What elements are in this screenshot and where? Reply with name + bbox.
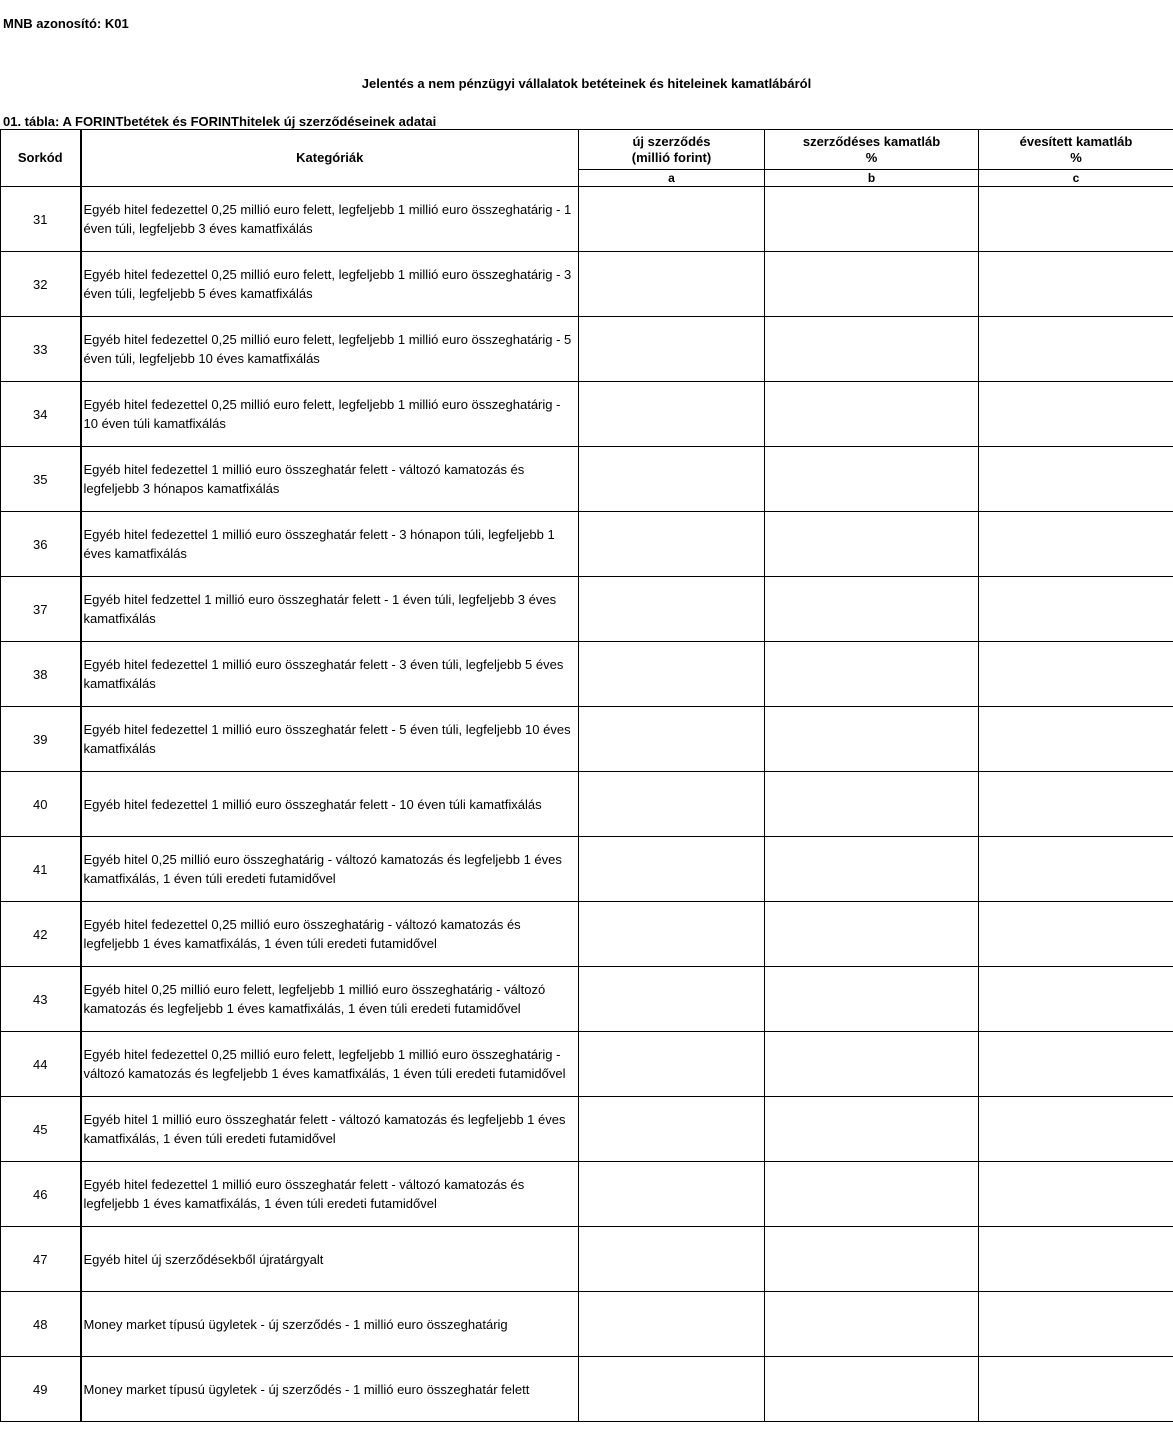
row-code: 36 bbox=[1, 512, 81, 577]
table-row bbox=[1, 1097, 1173, 1162]
column-header-contract-rate bbox=[765, 130, 979, 170]
column-header-annual-rate bbox=[979, 130, 1173, 170]
table-row bbox=[1, 837, 1173, 902]
cell-contract-rate[interactable] bbox=[765, 252, 979, 317]
row-code: 33 bbox=[1, 317, 81, 382]
cell-annual-rate[interactable] bbox=[979, 512, 1173, 577]
cell-contract-rate[interactable] bbox=[765, 577, 979, 642]
column-header-new-contract-line1: új szerződés bbox=[632, 133, 711, 149]
row-code: 40 bbox=[1, 772, 81, 837]
cell-new-contract[interactable] bbox=[579, 902, 765, 967]
cell-annual-rate[interactable] bbox=[979, 967, 1173, 1032]
cell-new-contract[interactable] bbox=[579, 317, 765, 382]
cell-contract-rate[interactable] bbox=[765, 967, 979, 1032]
cell-new-contract[interactable] bbox=[579, 1097, 765, 1162]
table-row bbox=[1, 967, 1173, 1032]
row-category: Egyéb hitel fedezettel 0,25 millió euro felett, legfeljebb 1 millió euro összeghatárig - 10 éven túli kamatfixálás bbox=[81, 382, 579, 447]
table-row bbox=[1, 1162, 1173, 1227]
row-code: 35 bbox=[1, 447, 81, 512]
row-category: Money market típusú ügyletek - új szerződés - 1 millió euro összeghatár felett bbox=[81, 1357, 579, 1422]
row-code: 37 bbox=[1, 577, 81, 642]
cell-contract-rate[interactable] bbox=[765, 447, 979, 512]
report-title: Jelentés a nem pénzügyi vállalatok betéteinek és hiteleinek kamatlábáról bbox=[361, 76, 812, 91]
cell-annual-rate[interactable] bbox=[979, 1097, 1173, 1162]
row-category: Egyéb hitel fedezettel 0,25 millió euro felett, legfeljebb 1 millió euro összeghatárig - 1 éven túli, legfeljebb 3 éves kamatfixálás bbox=[81, 187, 579, 252]
table-row bbox=[1, 1032, 1173, 1097]
cell-new-contract[interactable] bbox=[579, 772, 765, 837]
row-code: 44 bbox=[1, 1032, 81, 1097]
cell-new-contract[interactable] bbox=[579, 837, 765, 902]
row-category: Egyéb hitel fedezettel 0,25 millió euro felett, legfeljebb 1 millió euro összeghatárig - 3 éven túli, legfeljebb 5 éves kamatfixálás bbox=[81, 252, 579, 317]
row-code: 49 bbox=[1, 1357, 81, 1422]
cell-new-contract[interactable] bbox=[579, 447, 765, 512]
cell-annual-rate[interactable] bbox=[979, 837, 1173, 902]
table-row bbox=[1, 642, 1173, 707]
row-category: Egyéb hitel fedezettel 1 millió euro összeghatár felett - változó kamatozás és legfeljebb 1 éves kamatfixálás, 1 éven túli eredeti futamidővel bbox=[81, 1162, 579, 1227]
cell-new-contract[interactable] bbox=[579, 642, 765, 707]
row-category: Egyéb hitel fedezettel 1 millió euro összeghatár felett - 5 éven túli, legfeljebb 10 éves kamatfixálás bbox=[81, 707, 579, 772]
column-header-new-contract-line2: (millió forint) bbox=[631, 149, 712, 165]
row-code: 46 bbox=[1, 1162, 81, 1227]
column-header-contract-rate-line1: szerződéses kamatláb bbox=[802, 133, 941, 149]
cell-contract-rate[interactable] bbox=[765, 837, 979, 902]
column-letter-b: b bbox=[765, 170, 979, 187]
table-row bbox=[1, 1292, 1173, 1357]
row-code: 34 bbox=[1, 382, 81, 447]
row-category: Money market típusú ügyletek - új szerződés - 1 millió euro összeghatárig bbox=[81, 1292, 579, 1357]
cell-contract-rate[interactable] bbox=[765, 1292, 979, 1357]
cell-new-contract[interactable] bbox=[579, 1357, 765, 1422]
row-code: 41 bbox=[1, 837, 81, 902]
column-letter-c: c bbox=[979, 170, 1173, 187]
table-row bbox=[1, 1227, 1173, 1292]
cell-annual-rate[interactable] bbox=[979, 902, 1173, 967]
header-row bbox=[1, 130, 1173, 170]
row-category: Egyéb hitel 0,25 millió euro felett, legfeljebb 1 millió euro összeghatárig - változó kamatozás és legfeljebb 1 éves kamatfixálás, 1 éven túli eredeti futamidővel bbox=[81, 967, 579, 1032]
table-row bbox=[1, 1357, 1173, 1422]
cell-annual-rate[interactable] bbox=[979, 1227, 1173, 1292]
row-code: 42 bbox=[1, 902, 81, 967]
row-category: Egyéb hitel fedzettel 1 millió euro összeghatár felett - 1 éven túli, legfeljebb 3 éves kamatfixálás bbox=[81, 577, 579, 642]
column-header-contract-rate-line2: % bbox=[865, 149, 878, 165]
mnb-identifier: MNB azonosító: K01 bbox=[3, 16, 129, 31]
row-code: 31 bbox=[1, 187, 81, 252]
row-code: 43 bbox=[1, 967, 81, 1032]
row-category: Egyéb hitel fedezettel 1 millió euro összeghatár felett - 3 hónapon túli, legfeljebb 1 éves kamatfixálás bbox=[81, 512, 579, 577]
column-header-annual-rate-line1: évesített kamatláb bbox=[1019, 133, 1133, 149]
row-code: 45 bbox=[1, 1097, 81, 1162]
column-header-annual-rate-line2: % bbox=[1070, 149, 1082, 165]
cell-annual-rate[interactable] bbox=[979, 707, 1173, 772]
row-code: 47 bbox=[1, 1227, 81, 1292]
row-category: Egyéb hitel fedezettel 0,25 millió euro felett, legfeljebb 1 millió euro összeghatárig - 5 éven túli, legfeljebb 10 éves kamatfixálás bbox=[81, 317, 579, 382]
column-letter-a: a bbox=[579, 170, 765, 187]
cell-contract-rate[interactable] bbox=[765, 902, 979, 967]
table-row bbox=[1, 187, 1173, 252]
cell-contract-rate[interactable] bbox=[765, 772, 979, 837]
row-category: Egyéb hitel fedezettel 0,25 millió euro felett, legfeljebb 1 millió euro összeghatárig - változó kamatozás és legfeljebb 1 éves kamatfixálás, 1 éven túli eredeti futamidővel bbox=[81, 1032, 579, 1097]
cell-new-contract[interactable] bbox=[579, 252, 765, 317]
data-table bbox=[0, 129, 1173, 1422]
cell-contract-rate[interactable] bbox=[765, 1097, 979, 1162]
table-row bbox=[1, 772, 1173, 837]
cell-annual-rate[interactable] bbox=[979, 382, 1173, 447]
cell-annual-rate[interactable] bbox=[979, 1357, 1173, 1422]
cell-annual-rate[interactable] bbox=[979, 577, 1173, 642]
cell-new-contract[interactable] bbox=[579, 707, 765, 772]
cell-annual-rate[interactable] bbox=[979, 642, 1173, 707]
cell-contract-rate[interactable] bbox=[765, 1032, 979, 1097]
row-category: Egyéb hitel fedezettel 1 millió euro összeghatár felett - változó kamatozás és legfeljebb 3 hónapos kamatfixálás bbox=[81, 447, 579, 512]
row-category: Egyéb hitel új szerződésekből újratárgyalt bbox=[81, 1227, 579, 1292]
row-category: Egyéb hitel 1 millió euro összeghatár felett - változó kamatozás és legfeljebb 1 éves kamatfixálás, 1 éven túli eredeti futamidővel bbox=[81, 1097, 579, 1162]
cell-contract-rate[interactable] bbox=[765, 512, 979, 577]
table-row bbox=[1, 707, 1173, 772]
cell-new-contract[interactable] bbox=[579, 1227, 765, 1292]
cell-annual-rate[interactable] bbox=[979, 252, 1173, 317]
row-code: 38 bbox=[1, 642, 81, 707]
cell-annual-rate[interactable] bbox=[979, 1032, 1173, 1097]
row-category: Egyéb hitel 0,25 millió euro összeghatárig - változó kamatozás és legfeljebb 1 éves kamatfixálás, 1 éven túli eredeti futamidővel bbox=[81, 837, 579, 902]
row-code: 48 bbox=[1, 1292, 81, 1357]
cell-contract-rate[interactable] bbox=[765, 187, 979, 252]
column-header-category: Kategóriák bbox=[81, 130, 579, 187]
column-header-code: Sorkód bbox=[1, 130, 81, 187]
row-category: Egyéb hitel fedezettel 1 millió euro összeghatár felett - 10 éven túli kamatfixálás bbox=[81, 772, 579, 837]
cell-new-contract[interactable] bbox=[579, 1162, 765, 1227]
table-row bbox=[1, 252, 1173, 317]
cell-contract-rate[interactable] bbox=[765, 642, 979, 707]
table-caption: 01. tábla: A FORINTbetétek és FORINThitelek új szerződéseinek adatai bbox=[3, 114, 437, 129]
cell-contract-rate[interactable] bbox=[765, 382, 979, 447]
cell-contract-rate[interactable] bbox=[765, 317, 979, 382]
row-category: Egyéb hitel fedezettel 0,25 millió euro összeghatárig - változó kamatozás és legfeljebb 1 éves kamatfixálás, 1 éven túli eredeti futamidővel bbox=[81, 902, 579, 967]
table-row bbox=[1, 382, 1173, 447]
cell-new-contract[interactable] bbox=[579, 382, 765, 447]
row-code: 39 bbox=[1, 707, 81, 772]
cell-new-contract[interactable] bbox=[579, 512, 765, 577]
cell-new-contract[interactable] bbox=[579, 577, 765, 642]
table-row bbox=[1, 317, 1173, 382]
cell-new-contract[interactable] bbox=[579, 187, 765, 252]
table-row bbox=[1, 447, 1173, 512]
table-row bbox=[1, 577, 1173, 642]
cell-contract-rate[interactable] bbox=[765, 1162, 979, 1227]
cell-new-contract[interactable] bbox=[579, 967, 765, 1032]
cell-contract-rate[interactable] bbox=[765, 1357, 979, 1422]
cell-contract-rate[interactable] bbox=[765, 707, 979, 772]
cell-contract-rate[interactable] bbox=[765, 1227, 979, 1292]
cell-annual-rate[interactable] bbox=[979, 772, 1173, 837]
cell-annual-rate[interactable] bbox=[979, 187, 1173, 252]
cell-annual-rate[interactable] bbox=[979, 317, 1173, 382]
cell-annual-rate[interactable] bbox=[979, 447, 1173, 512]
cell-new-contract[interactable] bbox=[579, 1292, 765, 1357]
cell-new-contract[interactable] bbox=[579, 1032, 765, 1097]
row-category: Egyéb hitel fedezettel 1 millió euro összeghatár felett - 3 éven túli, legfeljebb 5 éves kamatfixálás bbox=[81, 642, 579, 707]
table-row bbox=[1, 512, 1173, 577]
table-row bbox=[1, 902, 1173, 967]
cell-annual-rate[interactable] bbox=[979, 1292, 1173, 1357]
table-body bbox=[1, 187, 1173, 1422]
row-code: 32 bbox=[1, 252, 81, 317]
column-header-new-contract bbox=[579, 130, 765, 170]
cell-annual-rate[interactable] bbox=[979, 1162, 1173, 1227]
